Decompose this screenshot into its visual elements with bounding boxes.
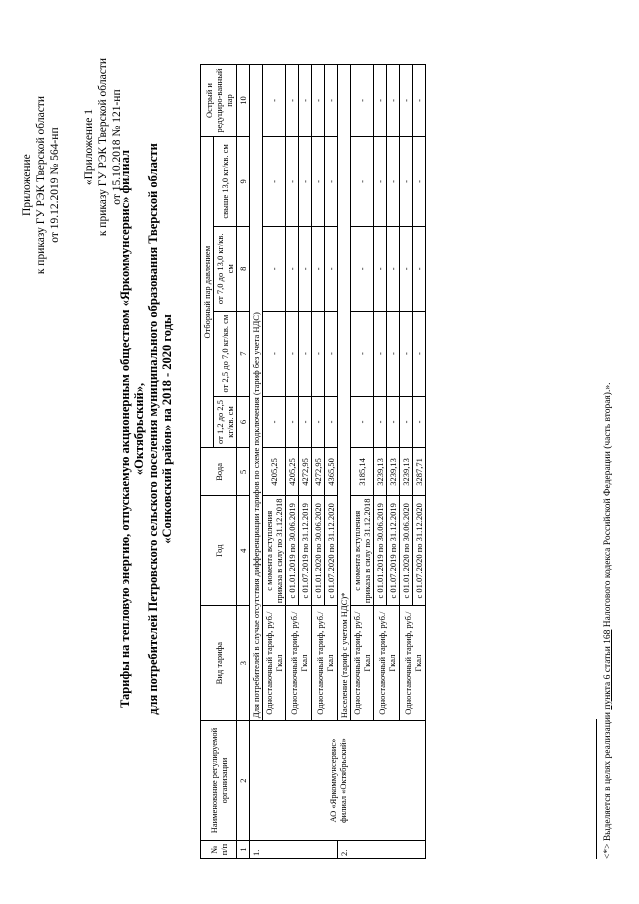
empty-value-dash: - <box>263 65 286 137</box>
empty-value-dash: - <box>312 137 325 227</box>
empty-value-dash: - <box>325 65 338 137</box>
header-water: Вода <box>201 448 237 496</box>
appendix-prev-line-1: «Приложение 1 <box>83 109 95 186</box>
empty-value-dash: - <box>299 137 312 227</box>
empty-value-dash: - <box>351 396 374 448</box>
empty-value-dash: - <box>299 311 312 396</box>
tariff-period: с 01.01.2020 по 30.06.2020 <box>312 496 325 606</box>
tariff-table-body <box>250 65 426 859</box>
tariff-kind: Одноставочный тариф, руб./Гкал <box>400 606 426 721</box>
empty-value-dash: - <box>351 311 374 396</box>
section-number: 1. <box>250 841 338 859</box>
title-line-2: для потребителей Петровского сельского поселения муниципального образования Тверской области <box>146 143 160 715</box>
water-tariff-value: 4272,95 <box>299 448 312 496</box>
section-number: 2. <box>338 841 426 859</box>
tariff-period: с 01.07.2020 по 31.12.2020 <box>325 496 338 606</box>
colnum: 2 <box>237 721 250 841</box>
appendix-line-3: от 19.12.2019 № 564-нп <box>49 127 61 243</box>
empty-value-dash: - <box>413 226 426 311</box>
document-title <box>118 109 174 749</box>
empty-value-dash: - <box>312 65 325 137</box>
empty-value-dash: - <box>286 137 299 227</box>
water-tariff-value: 3239,13 <box>400 448 413 496</box>
colnum: 3 <box>237 606 250 721</box>
header-num: № п/п <box>201 841 237 859</box>
colnum: 7 <box>237 311 250 396</box>
empty-value-dash: - <box>400 137 413 227</box>
water-tariff-value: 4272,95 <box>312 448 325 496</box>
header-steam-4: свыше 13,0 кг/кв. см <box>214 137 237 227</box>
section-title: Для потребителей в случае отсутствия дифференциации тарифов по схеме подключения (тариф без учета НДС) <box>250 65 263 721</box>
empty-value-dash: - <box>263 311 286 396</box>
colnum: 1 <box>237 841 250 859</box>
empty-value-dash: - <box>351 226 374 311</box>
empty-value-dash: - <box>413 137 426 227</box>
empty-value-dash: - <box>286 311 299 396</box>
empty-value-dash: - <box>299 396 312 448</box>
tariff-period: с 01.07.2019 по 31.12.2019 <box>299 496 312 606</box>
colnum: 8 <box>237 226 250 311</box>
empty-value-dash: - <box>374 137 387 227</box>
header-kind: Вид тарифа <box>201 606 237 721</box>
colnum: 5 <box>237 448 250 496</box>
empty-value-dash: - <box>312 226 325 311</box>
header-steam-3: от 7,0 до 13,0 кг/кв. см <box>214 226 237 311</box>
tariff-kind: Одноставочный тариф, руб./Гкал <box>312 606 338 721</box>
empty-value-dash: - <box>413 396 426 448</box>
empty-value-dash: - <box>413 311 426 396</box>
column-number-row <box>237 65 250 859</box>
section-title-row <box>250 65 263 859</box>
header-year: Год <box>201 496 237 606</box>
header-sharp-steam: Острый и редуциро-ванный пар <box>201 65 237 137</box>
empty-value-dash: - <box>325 396 338 448</box>
water-tariff-value: 4365,50 <box>325 448 338 496</box>
footnote-separator <box>596 719 597 859</box>
empty-value-dash: - <box>374 396 387 448</box>
empty-value-dash: - <box>263 137 286 227</box>
tariff-kind: Одноставочный тариф, руб./Гкал <box>374 606 400 721</box>
tariff-period: с 01.01.2020 по 30.06.2020 <box>400 496 413 606</box>
empty-value-dash: - <box>387 226 400 311</box>
tariff-kind: Одноставочный тариф, руб./Гкал <box>263 606 286 721</box>
empty-value-dash: - <box>286 226 299 311</box>
empty-value-dash: - <box>400 396 413 448</box>
tariff-kind: Одноставочный тариф, руб./Гкал <box>286 606 312 721</box>
section-title: Население (тариф с учетом НДС)* <box>338 65 351 721</box>
tariff-period: с 01.01.2019 по 30.06.2019 <box>286 496 299 606</box>
appendix-prev-line-2: к приказу ГУ РЭК Тверской области <box>97 58 109 237</box>
appendix-header <box>20 96 62 274</box>
tariff-period: с 01.07.2020 по 31.12.2020 <box>413 496 426 606</box>
empty-value-dash: - <box>325 226 338 311</box>
appendix-line-1: Приложение <box>21 154 33 216</box>
empty-value-dash: - <box>387 396 400 448</box>
empty-value-dash: - <box>351 137 374 227</box>
empty-value-dash: - <box>286 396 299 448</box>
water-tariff-value: 4205,25 <box>286 448 299 496</box>
tariff-period: с момента вступления приказа в силу по 31.12.2018 <box>263 496 286 606</box>
water-tariff-value: 3239,13 <box>374 448 387 496</box>
header-org: Наименование регулируемой организации <box>201 721 237 841</box>
water-tariff-value: 3185,14 <box>351 448 374 496</box>
empty-value-dash: - <box>299 226 312 311</box>
empty-value-dash: - <box>325 137 338 227</box>
empty-value-dash: - <box>400 65 413 137</box>
water-tariff-value: 4205,25 <box>263 448 286 496</box>
colnum: 9 <box>237 137 250 227</box>
header-steam-group: Отборный пар давлением <box>201 137 214 448</box>
title-line-1: Тарифы на тепловую энергию, отпускаемую акционерным обществом «Яркоммунсервис» филиал «Октябрьский», <box>118 150 146 708</box>
empty-value-dash: - <box>286 65 299 137</box>
appendix-line-2: к приказу ГУ РЭК Тверской области <box>35 96 47 275</box>
empty-value-dash: - <box>387 311 400 396</box>
empty-value-dash: - <box>374 65 387 137</box>
tariff-period: с 01.01.2019 по 30.06.2019 <box>374 496 387 606</box>
water-tariff-value: 3239,13 <box>387 448 400 496</box>
empty-value-dash: - <box>263 226 286 311</box>
footnote-suffix: Налогового кодекса Российской Федерации (часть вторая).». <box>603 382 613 630</box>
tariff-period: с 01.07.2019 по 31.12.2019 <box>387 496 400 606</box>
water-tariff-value: 3287,71 <box>413 448 426 496</box>
header-row-1 <box>201 65 214 859</box>
organization-name: АО «Яркоммунсервис» филиал «Октябрьский» <box>250 721 426 841</box>
header-steam-1: от 1,2 до 2,5 кг/кв. см <box>214 396 237 448</box>
empty-value-dash: - <box>400 311 413 396</box>
empty-value-dash: - <box>312 311 325 396</box>
empty-value-dash: - <box>387 137 400 227</box>
empty-value-dash: - <box>400 226 413 311</box>
empty-value-dash: - <box>312 396 325 448</box>
footnote-prefix: <*> Выделяется в целях реализации <box>603 709 613 859</box>
empty-value-dash: - <box>325 311 338 396</box>
tariff-kind: Одноставочный тариф, руб./Гкал <box>351 606 374 721</box>
footnote-law-link[interactable]: пункта 6 статьи 168 <box>603 629 613 710</box>
header-steam-2: от 2,5 до 7,0 кг/кв. см <box>214 311 237 396</box>
tariff-table <box>200 64 426 859</box>
empty-value-dash: - <box>351 65 374 137</box>
empty-value-dash: - <box>374 226 387 311</box>
footnote <box>602 383 614 859</box>
title-line-3: «Сонковский район» на 2018 - 2020 годы <box>160 314 174 544</box>
empty-value-dash: - <box>387 65 400 137</box>
colnum: 10 <box>237 65 250 137</box>
empty-value-dash: - <box>413 65 426 137</box>
empty-value-dash: - <box>299 65 312 137</box>
appendix-prev-line-3: от 15.10.2018 № 121-нп <box>111 89 123 205</box>
colnum: 6 <box>237 396 250 448</box>
empty-value-dash: - <box>263 396 286 448</box>
empty-value-dash: - <box>374 311 387 396</box>
colnum: 4 <box>237 496 250 606</box>
tariff-period: с момента вступления приказа в силу по 31.12.2018 <box>351 496 374 606</box>
